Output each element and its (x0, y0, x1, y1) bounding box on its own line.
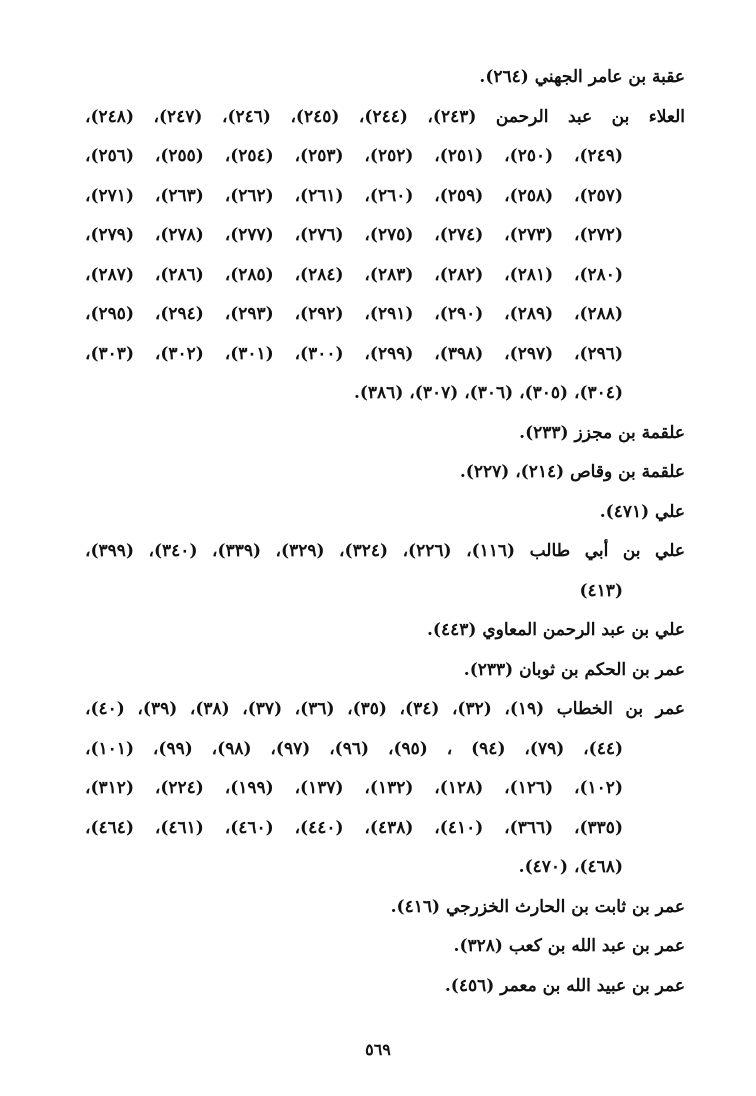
index-continuation-line: (٤٤)، (٧٩)، (٩٤) ، (٩٥)، (٩٦)، (٩٧)، (٩٨)، (٩٩)، (١٠١)، (85, 738, 624, 759)
index-entry-line: العلاء بن عبد الرحمن (٢٤٣)، (٢٤٤)، (٢٤٥)، (٢٤٦)، (٢٤٧)، (٢٤٨)، (85, 106, 685, 127)
index-continuation-line: (٢٤٩)، (٢٥٠)، (٢٥١)، (٢٥٢)، (٢٥٣)، (٢٥٤)، (٢٥٥)، (٢٥٦)، (85, 146, 623, 166)
index-entry-line: علي بن أبي طالب (١١٦)، (٢٢٦)، (٣٢٤)، (٣٢٩)، (٣٣٩)، (٣٤٠)، (٣٩٩)، (85, 541, 685, 561)
index-entry-line: علي (٤٧١). (599, 501, 685, 522)
index-entries (85, 58, 685, 1006)
index-entry-line: عمر بن عبد الله بن كعب (٣٢٨). (453, 936, 685, 956)
index-continuation-line: (٢٩٦)، (٢٩٧)، (٣٩٨)، (٢٩٩)، (٣٠٠)، (٣٠١)، (٣٠٢)، (٣٠٣)، (85, 343, 623, 364)
index-entry-line: عمر بن الخطاب (١٩)، (٣٢)، (٣٤)، (٣٥)، (٣٦)، (٣٧)، (٣٨)، (٣٩)، (٤٠)، (85, 699, 685, 719)
index-continuation-line: (٤٦٨)، (٤٧٠). (518, 857, 623, 877)
index-entry-line: عمر بن ثابت بن الحارث الخزرجي (٤١٦). (390, 896, 685, 917)
index-entry-line: علقمة بن وقاص (٢١٤)، (٢٢٧). (459, 462, 685, 482)
index-continuation-line: (٢٥٧)، (٢٥٨)، (٢٥٩)، (٢٦٠)، (٢٦١)، (٢٦٢)، (٢٦٣)، (٢٧١)، (85, 185, 623, 206)
index-entry-line: عمر بن الحكم بن ثوبان (٢٣٣). (463, 659, 685, 680)
index-continuation-line: (٣٣٥)، (٣٦٦)، (٤١٠)، (٤٣٨)، (٤٤٠)، (٤٦٠)، (٤٦١)، (٤٦٤)، (85, 817, 623, 838)
index-continuation-line: (٢٧٢)، (٢٧٣)، (٢٧٤)، (٢٧٥)، (٢٧٦)، (٢٧٧)، (٢٧٨)، (٢٧٩)، (85, 225, 623, 245)
index-entry-line: علقمة بن مجزز (٢٣٣). (519, 422, 685, 443)
index-entry-line: علي بن عبد الرحمن المعاوي (٤٤٣). (426, 620, 685, 640)
index-entry-line: عمر بن عبيد الله بن معمر (٤٥٦). (444, 975, 685, 996)
page-number: ٥٦٩ (365, 1040, 391, 1059)
index-continuation-line: (١٠٢)، (١٢٦)، (١٢٨)، (١٣٢)، (١٣٧)، (١٩٩)، (٢٢٤)، (٣١٢)، (85, 778, 623, 798)
index-continuation-line: (٣٠٤)، (٣٠٥)، (٣٠٦)، (٣٠٧)، (٣٨٦). (353, 383, 623, 403)
index-continuation-line: (٢٨٨)، (٢٨٩)، (٢٩٠)، (٢٩١)، (٢٩٢)، (٢٩٣)، (٢٩٤)، (٢٩٥)، (85, 304, 623, 324)
index-entry-line: عقبة بن عامر الجهني (٢٦٤). (479, 67, 685, 87)
index-continuation-line: (٤١٣) (579, 580, 623, 601)
index-continuation-line: (٢٨٠)، (٢٨١)، (٢٨٢)، (٢٨٣)، (٢٨٤)، (٢٨٥)، (٢٨٦)، (٢٨٧)، (85, 264, 623, 285)
